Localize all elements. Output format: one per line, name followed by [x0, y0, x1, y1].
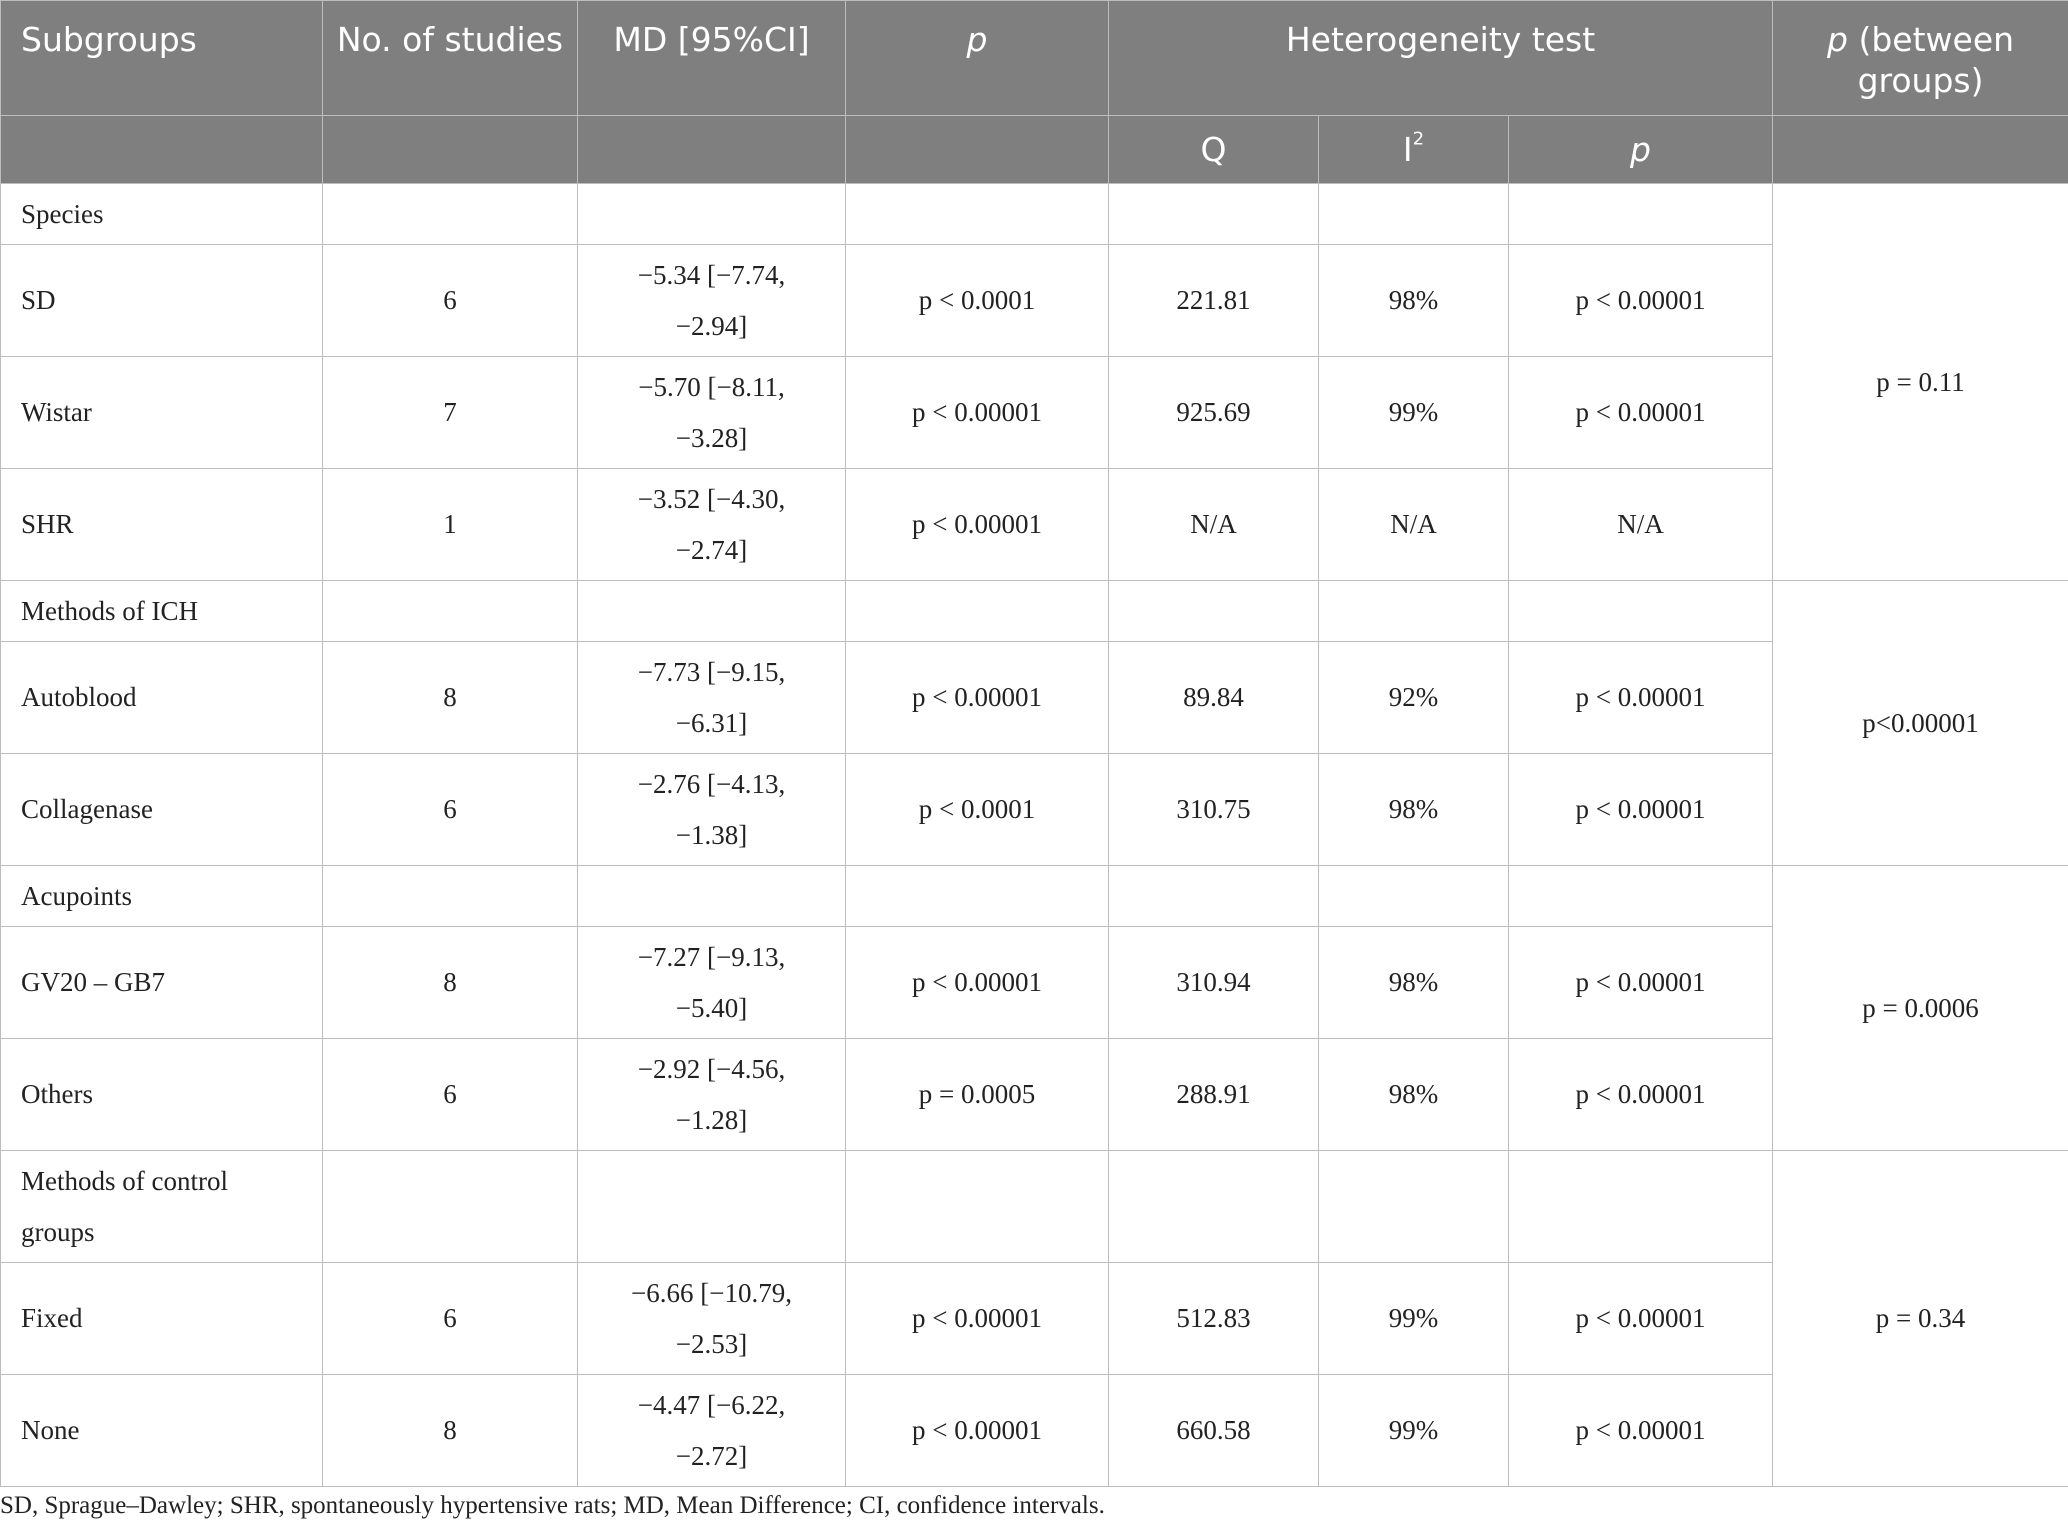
subheader-row: [1, 116, 2068, 184]
md-ci: [578, 245, 846, 357]
p-value: p < 0.00001: [846, 642, 1109, 754]
het-p-value: p < 0.00001: [1509, 1375, 1773, 1487]
subheader-empty-3: [578, 116, 846, 184]
subgroup-name: Autoblood: [1, 642, 323, 754]
header-p-between-text: (between groups): [1847, 20, 2015, 100]
subheader-empty-5: [1773, 116, 2068, 184]
i2-value: 98%: [1319, 245, 1509, 357]
subheader-i2: [1319, 116, 1509, 184]
md-ci-line1: −2.76 [−4.13,: [637, 768, 786, 799]
subheader-empty-1: [1, 116, 323, 184]
md-ci-line2: −2.94]: [675, 310, 748, 341]
subheader-empty-2: [323, 116, 578, 184]
het-p-value: p < 0.00001: [1509, 357, 1773, 469]
q-value: N/A: [1109, 469, 1319, 581]
md-ci: [578, 1375, 846, 1487]
md-ci-line2: −6.31]: [675, 707, 748, 738]
p-value: p < 0.00001: [846, 1263, 1109, 1375]
group-row-acupoints: [1, 866, 2068, 927]
md-ci: [578, 469, 846, 581]
p-value: p < 0.0001: [846, 245, 1109, 357]
i2-value: 99%: [1319, 1263, 1509, 1375]
no-of-studies: 6: [323, 1039, 578, 1151]
subheader-empty-4: [846, 116, 1109, 184]
subgroup-name: None: [1, 1375, 323, 1487]
group-label: Acupoints: [1, 866, 323, 927]
table-row: [1, 754, 2068, 866]
het-p-value: p < 0.00001: [1509, 754, 1773, 866]
q-value: 310.75: [1109, 754, 1319, 866]
table-row: [1, 642, 2068, 754]
het-p-value: N/A: [1509, 469, 1773, 581]
table-row: [1, 1263, 2068, 1375]
group-label-line2: groups: [21, 1216, 95, 1247]
md-ci-line1: −3.52 [−4.30,: [637, 483, 786, 514]
het-p-value: p < 0.00001: [1509, 245, 1773, 357]
header-no-of-studies: No. of studies: [323, 1, 578, 116]
md-ci-line2: −5.40]: [675, 992, 748, 1023]
no-of-studies: 6: [323, 1263, 578, 1375]
table-row: [1, 1039, 2068, 1151]
q-value: 660.58: [1109, 1375, 1319, 1487]
p-value: p < 0.00001: [846, 927, 1109, 1039]
no-of-studies: 7: [323, 357, 578, 469]
het-p-value: p < 0.00001: [1509, 1263, 1773, 1375]
i2-value: 98%: [1319, 927, 1509, 1039]
i2-value: 92%: [1319, 642, 1509, 754]
group-row-methods-of-control-groups: [1, 1151, 2068, 1263]
header-md-ci: MD [95%CI]: [578, 1, 846, 116]
group-label-line1: Methods of control: [21, 1165, 228, 1196]
header-p: p: [846, 1, 1109, 116]
group-label: Methods of ICH: [1, 581, 323, 642]
md-ci-line1: −7.27 [−9.13,: [637, 941, 786, 972]
md-ci: [578, 927, 846, 1039]
group-row-species: [1, 184, 2068, 245]
md-ci: [578, 1263, 846, 1375]
no-of-studies: 8: [323, 1375, 578, 1487]
subgroup-name: SD: [1, 245, 323, 357]
subheader-i2-sup: 2: [1412, 128, 1425, 150]
md-ci-line2: −3.28]: [675, 422, 748, 453]
subgroup-name: Collagenase: [1, 754, 323, 866]
p-value: p = 0.0005: [846, 1039, 1109, 1151]
p-value: p < 0.00001: [846, 357, 1109, 469]
subgroup-name: Wistar: [1, 357, 323, 469]
md-ci-line1: −2.92 [−4.56,: [637, 1053, 786, 1084]
i2-value: N/A: [1319, 469, 1509, 581]
i2-value: 98%: [1319, 1039, 1509, 1151]
md-ci-line1: −5.34 [−7.74,: [637, 259, 786, 290]
no-of-studies: 1: [323, 469, 578, 581]
q-value: 925.69: [1109, 357, 1319, 469]
no-of-studies: 8: [323, 642, 578, 754]
het-p-value: p < 0.00001: [1509, 927, 1773, 1039]
table-row: [1, 1375, 2068, 1487]
header-subgroups: Subgroups: [1, 1, 323, 116]
p-between-text: p<0.00001: [1862, 707, 1979, 738]
group-label: Species: [1, 184, 323, 245]
p-between-groups: p = 0.0006: [1773, 866, 2068, 1151]
p-between-groups: [1773, 581, 2068, 866]
md-ci: [578, 357, 846, 469]
i2-value: 99%: [1319, 1375, 1509, 1487]
i2-value: 99%: [1319, 357, 1509, 469]
subgroup-name: SHR: [1, 469, 323, 581]
q-value: 512.83: [1109, 1263, 1319, 1375]
table-row: [1, 245, 2068, 357]
header-p-between-italic: p: [1827, 20, 1848, 59]
no-of-studies: 6: [323, 754, 578, 866]
md-ci-line2: −1.28]: [675, 1104, 748, 1135]
q-value: 89.84: [1109, 642, 1319, 754]
table-footnote: SD, Sprague–Dawley; SHR, spontaneously hypertensive rats; MD, Mean Difference; CI, confidence intervals.: [0, 1492, 1105, 1519]
table-row: [1, 927, 2068, 1039]
md-ci-line1: −4.47 [−6.22,: [637, 1389, 786, 1420]
subgroup-name: GV20 – GB7: [1, 927, 323, 1039]
subheader-q: Q: [1109, 116, 1319, 184]
q-value: 221.81: [1109, 245, 1319, 357]
md-ci: [578, 754, 846, 866]
md-ci-line2: −2.53]: [675, 1328, 748, 1359]
md-ci-line2: −2.72]: [675, 1440, 748, 1471]
subheader-i2-base: I: [1402, 130, 1413, 169]
subheader-het-p: p: [1509, 116, 1773, 184]
md-ci-line2: −2.74]: [675, 534, 748, 565]
p-value: p < 0.0001: [846, 754, 1109, 866]
header-p-between-groups: [1773, 1, 2068, 116]
subgroup-name: Fixed: [1, 1263, 323, 1375]
md-ci-line1: −5.70 [−8.11,: [638, 371, 785, 402]
md-ci: [578, 1039, 846, 1151]
het-p-value: p < 0.00001: [1509, 1039, 1773, 1151]
header-heterogeneity-test: Heterogeneity test: [1109, 1, 1773, 116]
group-row-methods-of-ich: [1, 581, 2068, 642]
no-of-studies: 6: [323, 245, 578, 357]
md-ci-line2: −1.38]: [675, 819, 748, 850]
md-ci: [578, 642, 846, 754]
table-row: [1, 469, 2068, 581]
q-value: 310.94: [1109, 927, 1319, 1039]
p-between-groups: p = 0.34: [1773, 1151, 2068, 1487]
no-of-studies: 8: [323, 927, 578, 1039]
header-row: [1, 1, 2068, 116]
table-row: [1, 357, 2068, 469]
group-label: [1, 1151, 323, 1263]
md-ci-line1: −7.73 [−9.15,: [637, 656, 786, 687]
md-ci-line1: −6.66 [−10.79,: [631, 1277, 792, 1308]
p-between-groups: p = 0.11: [1773, 184, 2068, 581]
subgroup-name: Others: [1, 1039, 323, 1151]
p-value: p < 0.00001: [846, 469, 1109, 581]
i2-value: 98%: [1319, 754, 1509, 866]
q-value: 288.91: [1109, 1039, 1319, 1151]
het-p-value: p < 0.00001: [1509, 642, 1773, 754]
p-value: p < 0.00001: [846, 1375, 1109, 1487]
